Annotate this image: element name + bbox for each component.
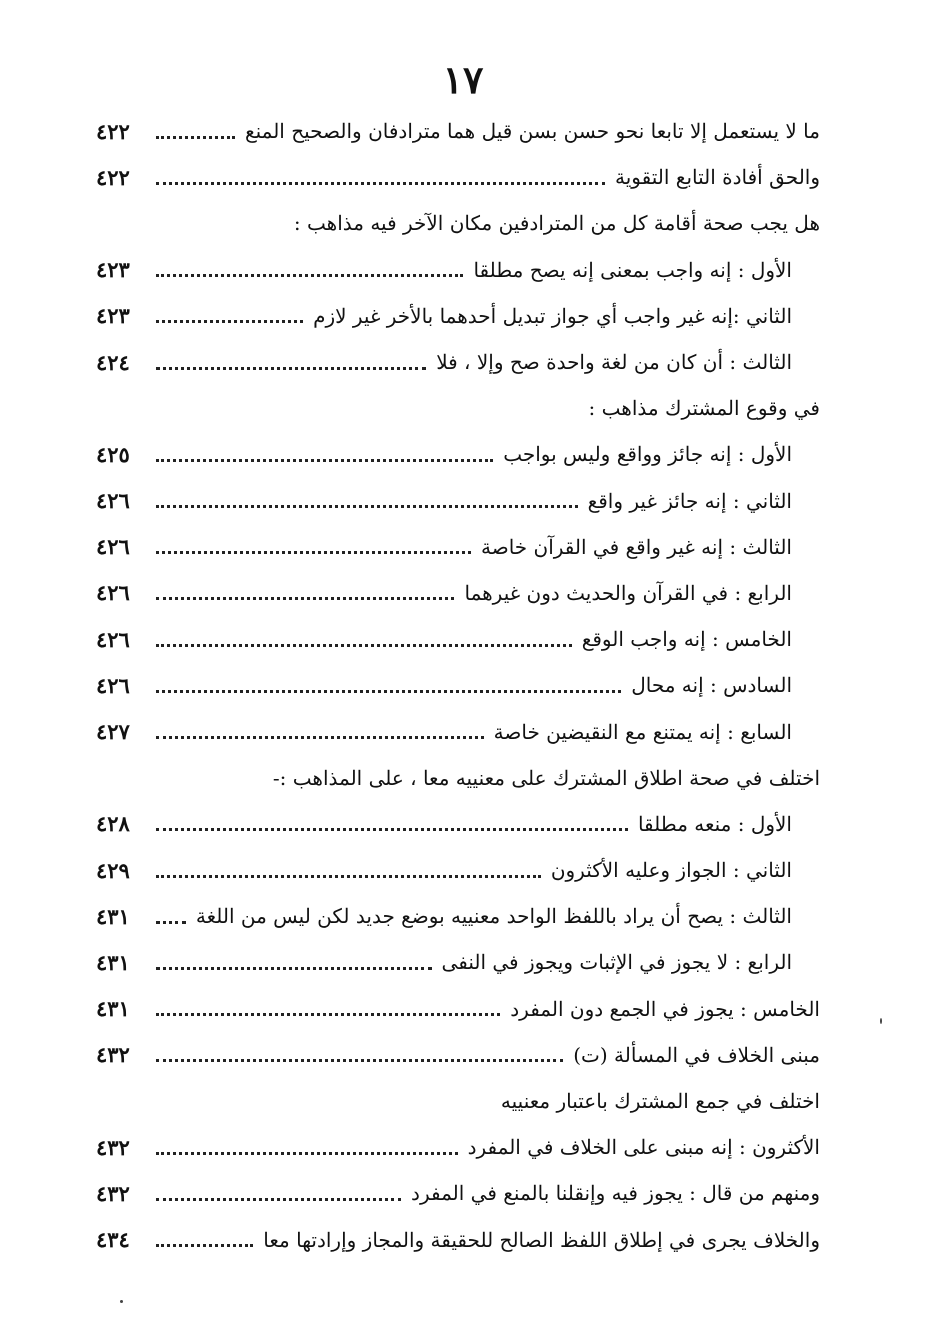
dot-leader bbox=[156, 274, 463, 277]
dot-leader bbox=[156, 182, 605, 185]
entry-title: الثاني :إنه غير واجب أي جواز تبديل أحدهما بالأخر غير لازم bbox=[313, 303, 792, 328]
toc-entry bbox=[96, 247, 820, 293]
dot-leader bbox=[156, 367, 426, 370]
print-speck bbox=[120, 1300, 123, 1303]
toc-entry bbox=[96, 1170, 820, 1216]
page-number: ١٧ bbox=[442, 57, 484, 102]
dot-leader bbox=[156, 1198, 401, 1201]
toc-entry bbox=[96, 570, 820, 616]
entry-page-number: ٤٣١ bbox=[96, 903, 130, 929]
entry-page-number: ٤٢٦ bbox=[96, 626, 130, 652]
dot-leader bbox=[156, 736, 484, 739]
dot-leader bbox=[156, 1152, 458, 1155]
entry-page-number: ٤٢٦ bbox=[96, 534, 130, 560]
entry-page-number: ٤٢٤ bbox=[96, 349, 130, 375]
entry-title: الثاني : الجواز وعليه الأكثرون bbox=[550, 858, 792, 883]
entry-page-number: ٤٢٦ bbox=[96, 672, 130, 698]
toc-entry bbox=[96, 939, 820, 985]
entry-title: الخامس : يجوز في الجمع دون المفرد bbox=[510, 996, 820, 1021]
toc-entry bbox=[96, 1032, 820, 1078]
dot-leader bbox=[156, 1059, 563, 1062]
entry-title: الثاني : إنه جائز غير واقع bbox=[587, 488, 792, 513]
toc-entry bbox=[96, 478, 820, 524]
entry-page-number: ٤٣٢ bbox=[96, 1134, 130, 1160]
entry-title: الرابع : لا يجوز في الإثبات ويجوز في النفى bbox=[441, 950, 792, 975]
entry-title: الرابع : في القرآن والحديث دون غيرهما bbox=[464, 580, 792, 605]
toc-entry bbox=[96, 339, 820, 385]
entry-title: السابع : إنه يمتنع مع النقيضين خاصة bbox=[493, 719, 792, 744]
entry-page-number: ٤٣١ bbox=[96, 996, 130, 1022]
toc-heading bbox=[96, 200, 820, 246]
entry-page-number: ٤٢٣ bbox=[96, 303, 130, 329]
entry-title: الأكثرون : إنه مبنى على الخلاف في المفرد bbox=[467, 1135, 820, 1160]
toc-entry bbox=[96, 1217, 820, 1263]
entry-title: اختلف في صحة اطلاق المشترك على معنييه معا ، على المذاهب :- bbox=[272, 765, 820, 790]
entry-title: الثالث : يصح أن يراد باللفظ الواحد معنييه بوضع جديد لكن ليس من اللغة bbox=[195, 904, 792, 929]
entry-title: في وقوع المشترك مذاهب : bbox=[588, 396, 820, 421]
entry-title: الثالث : أن كان من لغة واحدة صح وإلا ، فلا bbox=[436, 350, 792, 375]
dot-leader bbox=[156, 459, 493, 462]
dot-leader bbox=[156, 505, 578, 508]
toc-heading bbox=[96, 385, 820, 431]
entry-title: السادس : إنه محال bbox=[631, 673, 792, 698]
toc-heading bbox=[96, 755, 820, 801]
entry-page-number: ٤٢٣ bbox=[96, 257, 130, 283]
toc-entry bbox=[96, 431, 820, 477]
toc-entry bbox=[96, 154, 820, 200]
entry-page-number: ٤٢٧ bbox=[96, 719, 130, 745]
entry-page-number: ٤٣١ bbox=[96, 949, 130, 975]
toc-entry bbox=[96, 108, 820, 154]
entry-page-number: ٤٢٦ bbox=[96, 580, 130, 606]
entry-page-number: ٤٢٦ bbox=[96, 488, 130, 514]
entry-title: الثالث : إنه غير واقع في القرآن خاصة bbox=[481, 534, 792, 559]
toc-entry bbox=[96, 986, 820, 1032]
dot-leader bbox=[156, 875, 541, 878]
entry-page-number: ٤٢٨ bbox=[96, 811, 130, 837]
entry-page-number: ٤٣٢ bbox=[96, 1042, 130, 1068]
dot-leader bbox=[156, 967, 432, 970]
entry-title: الأول : منعه مطلقا bbox=[637, 811, 792, 836]
toc-entry bbox=[96, 847, 820, 893]
dot-leader bbox=[156, 921, 186, 924]
print-speck bbox=[880, 1018, 882, 1024]
entry-title: هل يجب صحة أقامة كل من المترادفين مكان الآخر فيه مذاهب : bbox=[293, 211, 820, 236]
entry-title: اختلف في جمع المشترك باعتبار معنييه bbox=[500, 1089, 820, 1114]
entry-page-number: ٤٢٢ bbox=[96, 164, 130, 190]
toc-entry bbox=[96, 293, 820, 339]
entry-title: والخلاف يجرى في إطلاق اللفظ الصالح للحقيقة والمجاز وإرادتها معا bbox=[263, 1227, 820, 1252]
dot-leader bbox=[156, 690, 621, 693]
entry-page-number: ٤٣٢ bbox=[96, 1180, 130, 1206]
entry-title: الخامس : إنه واجب الوقع bbox=[581, 627, 792, 652]
dot-leader bbox=[156, 320, 303, 323]
entry-title: الأول : إنه واجب بمعنى إنه يصح مطلقا bbox=[473, 257, 792, 282]
dot-leader bbox=[156, 1013, 500, 1016]
dot-leader bbox=[156, 597, 454, 600]
toc-entry bbox=[96, 616, 820, 662]
dot-leader bbox=[156, 136, 235, 139]
toc-entry bbox=[96, 708, 820, 754]
dot-leader bbox=[156, 828, 628, 831]
entry-title: ما لا يستعمل إلا تابعا نحو حسن بسن قيل هما مترادفان والصحيح المنع bbox=[244, 119, 820, 144]
table-of-contents bbox=[96, 108, 820, 1263]
toc-entry bbox=[96, 1124, 820, 1170]
entry-page-number: ٤٢٥ bbox=[96, 441, 130, 467]
entry-page-number: ٤٢٩ bbox=[96, 857, 130, 883]
dot-leader bbox=[156, 551, 471, 554]
entry-title: مبنى الخلاف في المسألة (ت) bbox=[573, 1042, 820, 1067]
toc-entry bbox=[96, 524, 820, 570]
toc-heading bbox=[96, 1078, 820, 1124]
entry-title: ومنهم من قال : يجوز فيه وإنقلنا بالمنع في المفرد bbox=[411, 1181, 820, 1206]
entry-page-number: ٤٣٤ bbox=[96, 1227, 130, 1253]
entry-page-number: ٤٢٢ bbox=[96, 118, 130, 144]
toc-entry bbox=[96, 893, 820, 939]
entry-title: الأول : إنه جائز وواقع وليس بواجب bbox=[503, 442, 792, 467]
toc-entry bbox=[96, 801, 820, 847]
dot-leader bbox=[156, 644, 572, 647]
entry-title: والحق أفادة التابع التقوية bbox=[615, 165, 820, 190]
toc-entry bbox=[96, 662, 820, 708]
dot-leader bbox=[156, 1244, 253, 1247]
